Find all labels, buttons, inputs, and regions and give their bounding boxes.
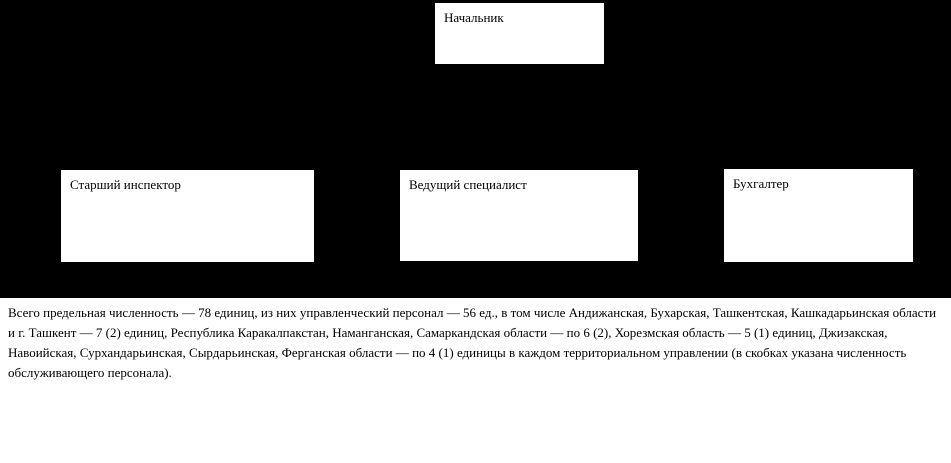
org-node-chief	[435, 3, 604, 64]
org-node-accountant-label: Бухгалтер	[733, 176, 789, 191]
footnote-line-1: Всего предельная численность — 78 единиц, из них управленческий персонал — 56 ед., в том числе Андижанская, Бухарская, Ташкентская, Кашкадарьинская области	[8, 305, 937, 320]
footnote-section	[0, 298, 951, 463]
org-node-accountant	[724, 169, 913, 262]
org-node-lead-specialist-label: Ведущий специалист	[409, 177, 527, 192]
footnote-line-2: и г. Ташкент — 7 (2) единиц, Республика Каракалпакстан, Наманганская, Самаркандская области — по 6 (2), Хорезмская область — 5 (1) единиц, Джизакская,	[8, 325, 888, 340]
org-node-chief-label: Начальник	[444, 10, 504, 25]
footnote-line-3: Навоийская, Сурхандарьинская, Сырдарьинская, Ферганская области — по 4 (1) единицы в каждом территориальном управлении (в скобках указана численность	[8, 345, 907, 360]
org-node-lead-specialist	[400, 170, 638, 261]
footnote-line-4: обслуживающего персонала).	[8, 365, 172, 380]
org-node-senior-inspector	[61, 170, 314, 262]
org-node-senior-inspector-label: Старший инспектор	[70, 177, 181, 192]
